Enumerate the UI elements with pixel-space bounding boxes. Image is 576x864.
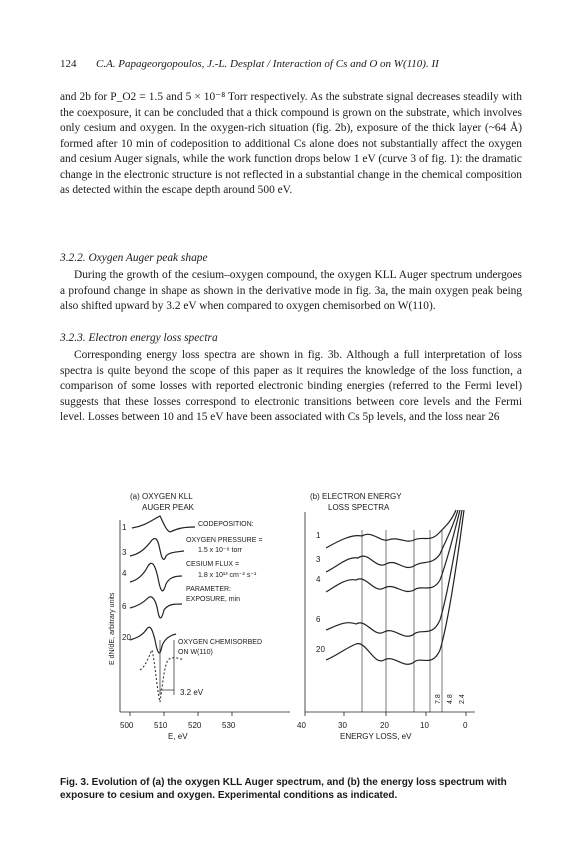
loss-curve-4	[326, 510, 460, 592]
curve-b-label-20: 20	[316, 645, 325, 654]
curve-a-label-1: 1	[122, 523, 127, 532]
curve-b-label-4: 4	[316, 575, 321, 584]
auger-curve-3	[130, 538, 184, 559]
paragraph-1	[60, 90, 522, 199]
x-tick-b-20: 20	[380, 721, 389, 730]
legend-exposure: EXPOSURE, min	[186, 596, 241, 603]
y-axis-label: E dN/dE, arbitrary units	[109, 592, 116, 665]
x-tick-b-30: 30	[338, 721, 347, 730]
panel-a-title-2: AUGER PEAK	[142, 503, 195, 512]
curve-a-label-6: 6	[122, 602, 127, 611]
paragraph-2-text: During the growth of the cesium–oxygen compound, the oxygen KLL Auger spectrum undergoes a profound change in shape as shown in the derivative mode in fig. 3a, the main oxygen peak being also shifted upward by 3.2 eV when compared to oxygen chemisorbed on W(110).	[60, 269, 522, 312]
figure-3-svg	[100, 490, 480, 760]
peak-label-2-4: 2.4	[459, 694, 466, 704]
x-tick-a-520: 520	[188, 721, 202, 730]
legend-cesium-flux: CESIUM FLUX =	[186, 561, 240, 568]
panel-b-title-2: LOSS SPECTRA	[328, 503, 390, 512]
auger-curve-4	[130, 563, 182, 591]
auger-curve-chemisorbed	[140, 650, 184, 702]
x-label-a: E, eV	[168, 732, 188, 741]
peak-label-7-8: 7.8	[435, 694, 442, 704]
auger-curve-1	[132, 516, 195, 532]
x-tick-a-500: 500	[120, 721, 134, 730]
curve-b-label-3: 3	[316, 555, 321, 564]
paragraph-1-text: and 2b for P_O2 = 1.5 and 5 × 10⁻⁸ Torr respectively. As the substrate signal decreases steadily with the coexposure, it can be concluded that a thick compound is grown on the substrate, which involves only cesium and oxygen. In the oxygen-rich situation (fig. 2b), exposure of the thick layer (~64 Å) formed after 10 min of codeposition to additional Cs alone does not substantially affect the oxygen and cesium Auger signals, while the work function drops below 1 eV (curve 3 of fig. 1): the dramatic change in the electronic structure is not reflected in a substantial change in the chemical composition as detected within the escape depth around 500 eV.	[60, 91, 522, 196]
paragraph-2	[60, 268, 522, 315]
chemisorbed-label-2: ON W(110)	[178, 649, 213, 656]
legend-codeposition: CODEPOSITION:	[198, 521, 254, 528]
legend-oxygen-pressure-value: 1.5 x 10⁻⁸ torr	[198, 547, 242, 554]
section-heading-3-2-3: 3.2.3. Electron energy loss spectra	[60, 332, 218, 344]
curve-a-label-20: 20	[122, 633, 131, 642]
figure-caption: Fig. 3. Evolution of (a) the oxygen KLL Auger spectrum, and (b) the energy loss spectrum with exposure to cesium and oxygen. Experimental conditions as indicated.	[60, 777, 507, 801]
chemisorbed-label-1: OXYGEN CHEMISORBED	[178, 639, 263, 646]
section-heading-3-2-2: 3.2.2. Oxygen Auger peak shape	[60, 252, 208, 264]
x-tick-b-0: 0	[463, 721, 468, 730]
figure-3	[100, 490, 480, 760]
auger-curve-20	[130, 627, 176, 653]
paragraph-3-text: Corresponding energy loss spectra are shown in fig. 3b. Although a full interpretation of loss spectra is quite beyond the scope of this paper as it requires the knowledge of the loss function, a comparison of some losses with reported electronic binding energies (referred to the Fermi level) suggests that these losses correspond to electronic transitions between core levels and the Fermi level. Losses between 10 and 15 eV have been associated with Cs 5p levels, and the loss near 26	[60, 349, 522, 423]
x-label-b: ENERGY LOSS, eV	[340, 732, 412, 741]
curve-a-label-4: 4	[122, 569, 127, 578]
x-tick-b-40: 40	[297, 721, 306, 730]
running-head: C.A. Papageorgopoulos, J.-L. Desplat / Interaction of Cs and O on W(110). II	[96, 58, 439, 70]
loss-curve-1	[326, 510, 456, 548]
x-tick-a-510: 510	[154, 721, 168, 730]
page-number: 124	[60, 58, 77, 70]
paragraph-3	[60, 348, 522, 426]
curve-b-label-1: 1	[316, 531, 321, 540]
x-tick-b-10: 10	[420, 721, 429, 730]
panel-b-title-1: (b) ELECTRON ENERGY	[310, 492, 402, 501]
legend-oxygen-pressure: OXYGEN PRESSURE =	[186, 537, 263, 544]
curve-b-label-6: 6	[316, 615, 321, 624]
auger-curve-6	[130, 597, 182, 618]
panel-a-title-1: (a) OXYGEN KLL	[130, 492, 193, 501]
peak-label-4-8: 4.8	[447, 694, 454, 704]
curve-a-label-3: 3	[122, 548, 127, 557]
legend-cesium-flux-value: 1.8 x 10¹³ cm⁻² s⁻¹	[198, 572, 257, 579]
shift-label: 3.2 eV	[180, 688, 204, 697]
x-tick-a-530: 530	[222, 721, 236, 730]
legend-parameter: PARAMETER:	[186, 586, 231, 593]
loss-curve-6	[326, 510, 462, 636]
loss-curve-3	[326, 510, 458, 572]
